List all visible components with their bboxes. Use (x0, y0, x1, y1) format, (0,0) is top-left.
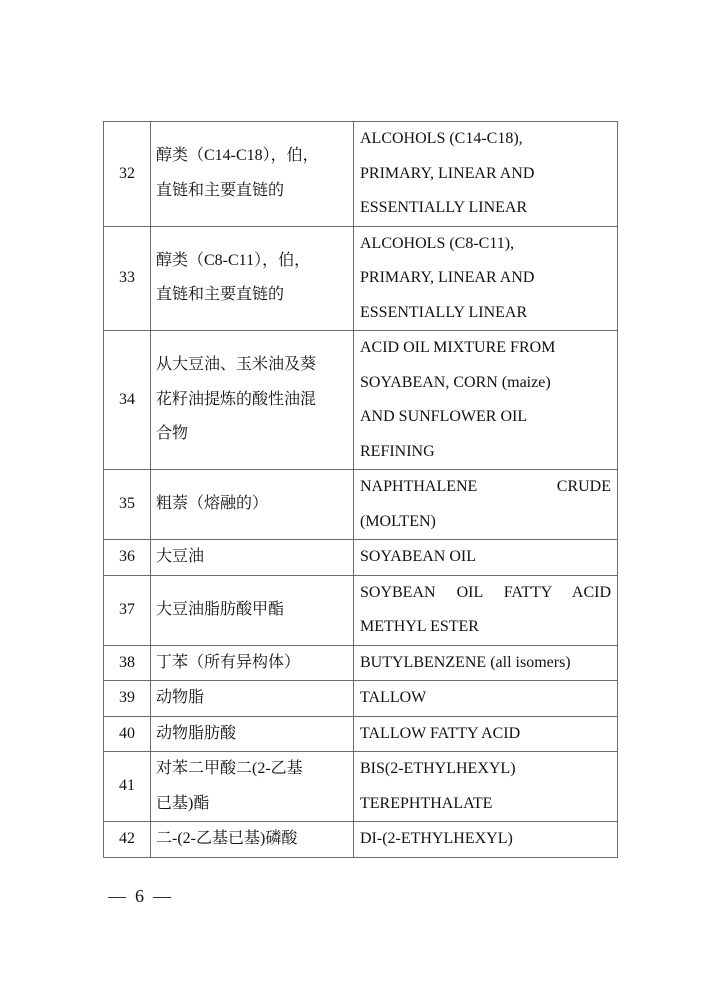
chinese-name-cell (151, 540, 354, 576)
english-name-line: TEREPHTHALATE (360, 794, 493, 812)
chinese-name-line: 花籽油提炼的酸性油混 (156, 390, 317, 408)
chinese-name-line: 大豆油 (156, 548, 205, 565)
row-number: 42 (104, 822, 151, 858)
chinese-name-line: 动物脂 (156, 689, 205, 706)
table-row (104, 716, 618, 752)
chinese-name-line: 动物脂肪酸 (156, 724, 237, 742)
chinese-name-line: 直链和主要直链的 (156, 181, 285, 199)
chinese-name-line: 醇类（C14-C18），伯， (156, 147, 319, 165)
chinese-name-line: 醇类（C8-C11），伯， (156, 251, 311, 269)
chinese-name-cell (151, 716, 354, 752)
chinese-name-cell (151, 752, 354, 822)
row-number: 40 (104, 716, 151, 752)
table-row (104, 122, 618, 227)
row-number: 34 (104, 331, 151, 470)
chinese-name-line: 二-(2-乙基已基)磷酸 (156, 830, 298, 847)
row-number: 32 (104, 122, 151, 227)
english-name-line: TALLOW (360, 689, 427, 706)
table-row (104, 540, 618, 576)
chinese-name-cell (151, 470, 354, 540)
english-name-line: DI-(2-ETHYLHEXYL) (360, 830, 513, 847)
table-row (104, 681, 618, 717)
english-name-cell (354, 331, 618, 470)
table-row (104, 331, 618, 470)
english-name-line: ESSENTIALLY LINEAR (360, 199, 528, 216)
english-name-line: ACID OIL MIXTURE FROM (360, 339, 556, 356)
english-name-line: TALLOW FATTY ACID (360, 724, 521, 742)
english-name-line: SOYABEAN OIL (360, 548, 476, 565)
chemical-list-table (103, 121, 618, 858)
english-name-cell (354, 122, 618, 227)
english-name-line: BIS(2-ETHYLHEXYL) (360, 760, 516, 777)
english-name-cell (354, 645, 618, 681)
english-name-cell (354, 716, 618, 752)
english-name-line: METHYL ESTER (360, 618, 479, 635)
table-row (104, 226, 618, 331)
chinese-name-cell (151, 331, 354, 470)
chinese-name-line: 从大豆油、玉米油及葵 (156, 356, 317, 374)
chinese-name-line: 合物 (156, 425, 189, 443)
table-row (104, 470, 618, 540)
chinese-name-cell (151, 681, 354, 717)
english-name-cell (354, 470, 618, 540)
chinese-name-line: 对苯二甲酸二(2-乙基 (156, 760, 303, 777)
english-name-cell (354, 226, 618, 331)
english-name-line: PRIMARY, LINEAR AND (360, 269, 535, 286)
english-name-line: NAPHTHALENE CRUDE (360, 478, 611, 495)
chinese-name-line: 丁苯（所有异构体） (156, 653, 301, 671)
english-name-line: PRIMARY, LINEAR AND (360, 164, 535, 182)
page-number: — 6 — (108, 886, 171, 906)
table-row (104, 575, 618, 645)
row-number: 33 (104, 226, 151, 331)
row-number: 36 (104, 540, 151, 576)
row-number: 37 (104, 575, 151, 645)
english-name-cell (354, 575, 618, 645)
chinese-name-cell (151, 822, 354, 858)
row-number: 41 (104, 752, 151, 822)
english-name-line: AND SUNFLOWER OIL (360, 408, 528, 425)
chinese-name-cell (151, 645, 354, 681)
english-name-cell (354, 681, 618, 717)
english-name-line: BUTYLBENZENE (all isomers) (360, 653, 571, 671)
chinese-name-cell (151, 122, 354, 227)
table-body (104, 122, 618, 858)
english-name-line: SOYABEAN, CORN (maize) (360, 373, 551, 391)
english-name-cell (354, 540, 618, 576)
table-row (104, 822, 618, 858)
english-name-line: ALCOHOLS (C14-C18), (360, 130, 523, 147)
chinese-name-line: 直链和主要直链的 (156, 286, 285, 304)
english-name-line: (MOLTEN) (360, 512, 436, 530)
table-row (104, 752, 618, 822)
table-row (104, 645, 618, 681)
english-name-cell (354, 752, 618, 822)
row-number: 38 (104, 645, 151, 681)
chinese-name-cell (151, 575, 354, 645)
chinese-name-cell (151, 226, 354, 331)
chinese-name-line: 粗萘（熔融的） (156, 495, 269, 513)
english-name-line: ESSENTIALLY LINEAR (360, 303, 528, 321)
english-name-cell (354, 822, 618, 858)
chinese-name-line: 大豆油脂肪酸甲酯 (156, 600, 285, 618)
chinese-name-line: 已基)酯 (156, 794, 210, 812)
english-name-line: ALCOHOLS (C8-C11), (360, 234, 515, 252)
english-name-line: REFINING (360, 442, 435, 460)
english-name-line: SOYBEAN OIL FATTY ACID (360, 583, 611, 601)
row-number: 39 (104, 681, 151, 717)
row-number: 35 (104, 470, 151, 540)
